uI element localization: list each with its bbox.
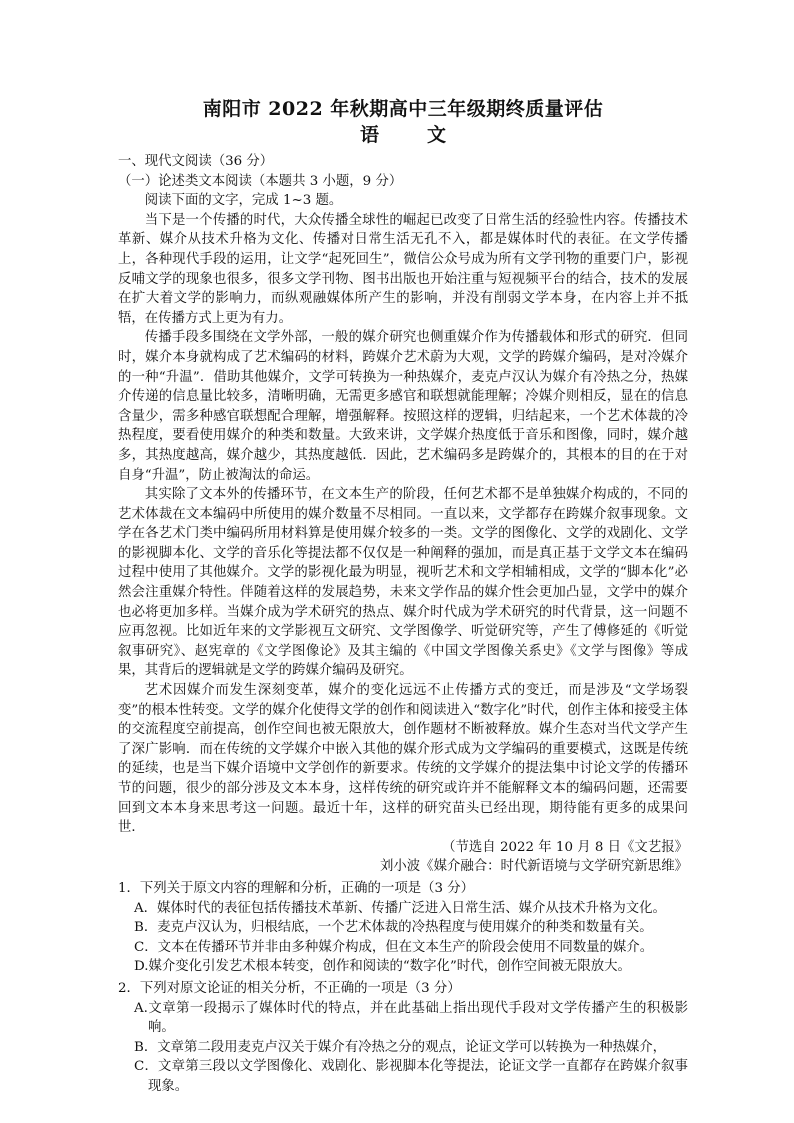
article-paragraph-1: 当下是一个传播的时代，大众传播全球性的崛起已改变了日常生活的经验性内容。传播技术革新、媒介从技术升格为文化、传播对日常生活无孔不入，都是媒体时代的表征。在文学传播上，各种现代手段的运用，让文学“起死回生”，微信公众号成为所有文学刊物的重要门户，影视反哺文学的现象也很多，很多文学刊物、图书出版也开始注重与短视频平台的结合，技术的发展在扩大着文学的影响力，而纵观融媒体所产生的影响，并没有削弱文学本身，在内容上并不抵牾，在传播方式上更为有力。 — [118, 212, 688, 326]
question-1-option-a: A．媒体时代的表征包括传播技术革新、传播广泛进入日常生活、媒介从技术升格为文化。 — [134, 900, 666, 916]
source-citation-line-1: （节选自 2022 年 10 月 8 日《文艺报》 — [442, 839, 688, 855]
question-2-stem: 2．下列对原文论证的相关分析，不正确的一项是（3 分） — [118, 980, 461, 996]
subsection-heading: （一）论述类文本阅读（本题共 3 小题，9 分） — [118, 173, 403, 189]
question-1-stem: 1．下列关于原文内容的理解和分析，正确的一项是（3 分） — [118, 880, 475, 896]
exam-title: 南阳市 2022 年秋期高中三年级期终质量评估 — [202, 98, 604, 120]
subject-heading — [118, 122, 688, 148]
exam-page — [118, 96, 688, 1097]
question-1-option-d: D.媒介变化引发艺术根本转变，创作和阅读的“数字化”时代，创作空间被无限放大。 — [134, 959, 631, 975]
question-2-option-c: C．文章第三段以文学图像化、戏剧化、影视脚本化等提法，论证文学一直都存在跨媒介叙事现象。 — [134, 1059, 688, 1094]
source-citation-line-2: 刘小波《媒介融合：时代新语境与文学研究新思维》 — [380, 859, 688, 875]
question-2-option-b: B．文章第二段用麦克卢汉关于媒介有冷热之分的观点，论证文学可以转换为一种热媒介， — [134, 1039, 667, 1055]
question-1-option-c: C．文本在传播环节并非由多种媒介构成，但在文本生产的阶段会使用不同数量的媒介。 — [134, 939, 654, 955]
question-2-option-a: A.文章第一段揭示了媒体时代的特点，并在此基础上指出现代手段对文学传播产生的积极影响。 — [134, 1000, 688, 1036]
section-heading: 一、现代文阅读（36 分） — [118, 154, 274, 169]
article-paragraph-3: 其实除了文本外的传播环节，在文本生产的阶段，任何艺术都不是单独媒介构成的，不同的艺术体裁在文本编码中所使用的媒介数量不尽相同。一直以来，文学都存在跨媒介叙事现象。文学在各艺术门类中编码所用材料算是使用媒介较多的一类。文学的图像化、文学的戏剧化、文学的影视脚本化、文学的音乐化等提法都不仅仅是一种阐释的强加，而是真正基于文学文本在编码过程中使用了其他媒介。文学的影视化最为明显，视听艺术和文学相辅相成，文学的“脚本化”必然会注重媒介特性。伴随着这样的发展趋势，未来文学作品的媒介性会更加凸显，文学中的媒介也必将更加多样。当媒介成为学术研究的热点、媒介时代成为学术研究的时代背景，这一问题不应再忽视。比如近年来的文学影视互文研究、文学图像学、听觉研究等，产生了傅修延的《听觉叙事研究》、赵宪章的《文学图像论》及其主编的《中国文学图像关系史》《文学与图像》等成果，其背后的逻辑就是文学的跨媒介编码及研究。 — [118, 487, 688, 679]
reading-instruction: 阅读下面的文字，完成 1~3 题。 — [144, 193, 343, 209]
article-paragraph-2: 传播手段多围绕在文学外部，一般的媒介研究也侧重媒介作为传播载体和形式的研究．但同时，媒介本身就构成了艺术编码的材料，跨媒介艺术蔚为大观，文学的跨媒介编码，是对冷媒介的一种“升温”．借助其他媒介，文学可转换为一种热媒介，麦克卢汉认为媒介有冷热之分，热媒介传递的信息量比较多，清晰明确，无需更多感官和联想就能理解；冷媒介则相反，显在的信息含量少，需多种感官联想配合理解，增强解释。按照这样的逻辑，归结起来，一个艺术体裁的冷热程度，要看使用媒介的种类和数量。大致来讲，文学媒介热度低于音乐和图像，同时，媒介越多，其热度越高，媒介越少，其热度越低．因此，艺术编码多是跨媒介的，其根本的目的在于对自身“升温”，防止被淘汰的命运。 — [118, 330, 688, 483]
subject-char-2: 文 — [427, 124, 447, 146]
question-1-option-b: B．麦克卢汉认为，归根结底，一个艺术体裁的冷热程度与使用媒介的种类和数量有关。 — [134, 920, 653, 936]
subject-char-1: 语 — [359, 124, 379, 146]
article-paragraph-4: 艺术因媒介而发生深刻变革，媒介的变化远远不止传播方式的变迁，而是涉及“文学场裂变”的根本性转变。文学的媒介化使得文学的创作和阅读进入“数字化”时代，创作主体和接受主体的交流程度空前提高，创作空间也被无限放大，创作题材不断被释放。媒介生态对当代文学产生了深广影响．而在传统的文学媒介中嵌入其他的媒介形式成为文学编码的重要模式，这既是传统的延续，也是当下媒介语境中文学创作的新要求。传统的文学媒介的提法集中讨论文学的传播环节的问题，很少的部分涉及文本本身，这样传统的研究或许并不能解释文本的编码问题，还需要回到文本本身来思考这一问题。最近十年，这样的研究苗头已经出现，期待能有更多的成果问世． — [118, 683, 688, 836]
